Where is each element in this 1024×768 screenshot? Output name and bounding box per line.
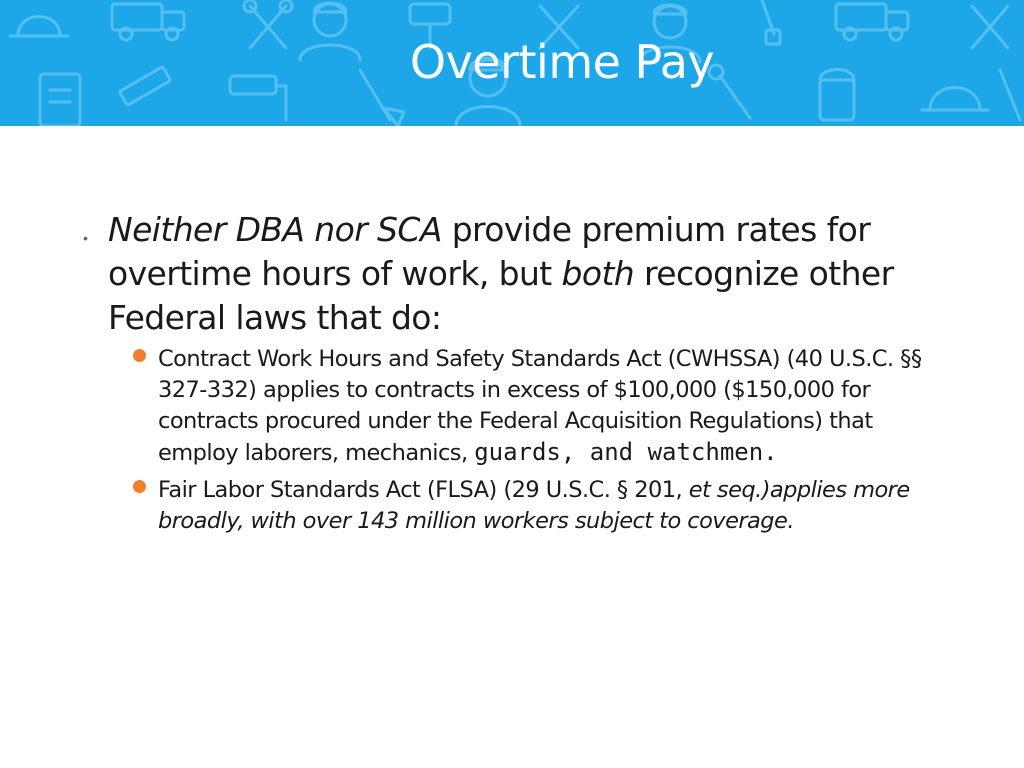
main-bullet-span: provide premium rates for overtime hours of work, but	[108, 210, 871, 293]
cwhssa-text: Contract Work Hours and Safety Standards Act (CWHSSA) (40 U.S.C. §§ 327-332) applies to contracts in excess of $100,000 ($150,000 for contracts procured under the Federal Acquisition Regulations) that employ laborers, mechanics,	[158, 346, 922, 466]
sub-bullet-cwhssa	[158, 344, 948, 469]
sub-bullet-flsa	[158, 475, 948, 537]
main-bullet-italic: Neither DBA nor SCA	[108, 210, 442, 249]
sub-bullet-dot	[133, 480, 146, 493]
main-bullet-span-end: recognize other Federal laws that do:	[108, 254, 894, 337]
flsa-text: Fair Labor Standards Act (FLSA) (29 U.S.C. § 201,	[158, 477, 689, 503]
main-bullet-text	[108, 208, 938, 340]
flsa-italic-tail: et seq.)applies more broadly, with over 143 million workers subject to coverage.	[158, 477, 910, 534]
sub-bullet-dot	[133, 349, 146, 362]
slide-title: Overtime Pay	[409, 35, 715, 89]
main-bullet-italic-both: both	[561, 254, 635, 293]
cwhssa-tail: guards, and watchmen.	[474, 438, 778, 466]
bullet-marker: •	[83, 230, 88, 246]
